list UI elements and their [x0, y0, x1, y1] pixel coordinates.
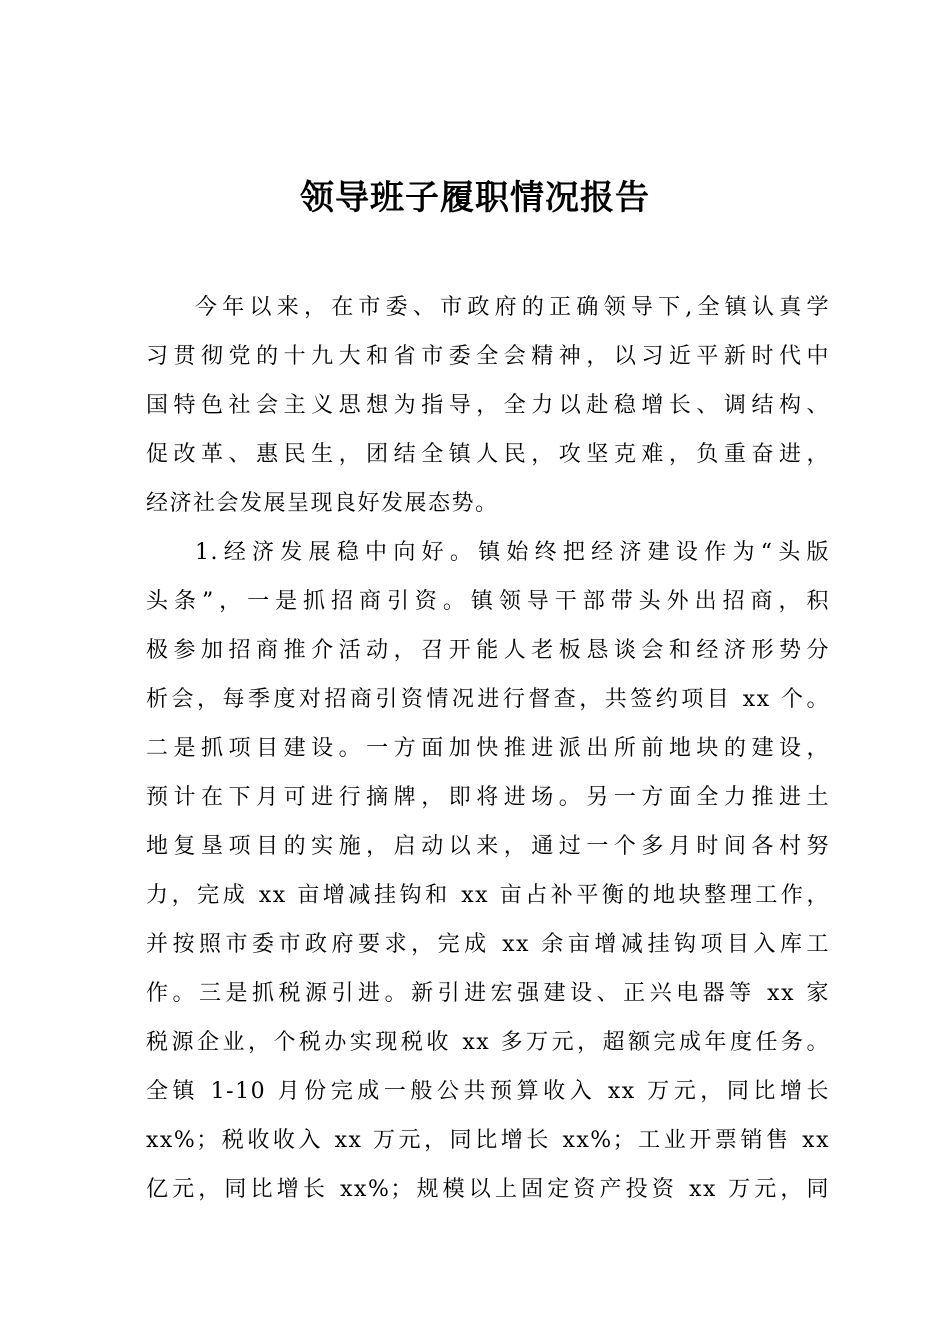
paragraph-2-line-8: 力，完成 xx 亩增减挂钩和 xx 亩占补平衡的地块整理工作，: [146, 883, 830, 908]
paragraph-1-line-4: 促改革、惠民生，团结全镇人民，攻坚克难，负重奋进，: [146, 442, 830, 467]
paragraph-2-line-14: 亿元，同比增长 xx%；规模以上固定资产投资 xx 万元，同: [146, 1177, 830, 1202]
paragraph-2-line-11: 税源企业，个税办实现税收 xx 多万元，超额完成年度任务。: [146, 1030, 830, 1055]
document-body: [146, 283, 830, 1214]
document-title: 领导班子履职情况报告: [300, 178, 650, 218]
paragraph-2-line-13: xx%；税收收入 xx 万元，同比增长 xx%；工业开票销售 xx: [146, 1128, 830, 1153]
paragraph-2-line-6: 预计在下月可进行摘牌，即将进场。另一方面全力推进土: [146, 785, 830, 810]
paragraph-2-line-2: 头条”，一是抓招商引资。镇领导干部带头外出招商，积: [146, 589, 830, 614]
paragraph-2-line-7: 地复垦项目的实施，启动以来，通过一个多月时间各村努: [146, 834, 830, 859]
paragraph-1-line-3: 国特色社会主义思想为指导，全力以赴稳增长、调结构、: [146, 393, 830, 418]
paragraph-1-line-1: 今年以来，在市委、市政府的正确领导下,全镇认真学: [195, 295, 830, 320]
paragraph-2-line-12: 全镇 1-10 月份完成一般公共预算收入 xx 万元，同比增长: [146, 1079, 830, 1104]
paragraph-1-line-5: 经济社会发展呈现良好发展态势。: [146, 491, 499, 516]
paragraph-2-line-9: 并按照市委市政府要求，完成 xx 余亩增减挂钩项目入库工: [146, 932, 830, 957]
paragraph-2-line-1: 1.经济发展稳中向好。镇始终把经济建设作为“头版: [195, 540, 830, 565]
paragraph-2-line-5: 二是抓项目建设。一方面加快推进派出所前地块的建设，: [146, 736, 830, 761]
paragraph-2-line-3: 极参加招商推介活动，召开能人老板恳谈会和经济形势分: [146, 638, 830, 663]
paragraph-1-line-2: 习贯彻党的十九大和省市委全会精神，以习近平新时代中: [146, 344, 830, 369]
paragraph-2-line-10: 作。三是抓税源引进。新引进宏强建设、正兴电器等 xx 家: [146, 981, 830, 1006]
paragraph-2-line-4: 析会，每季度对招商引资情况进行督查，共签约项目 xx 个。: [146, 687, 830, 712]
